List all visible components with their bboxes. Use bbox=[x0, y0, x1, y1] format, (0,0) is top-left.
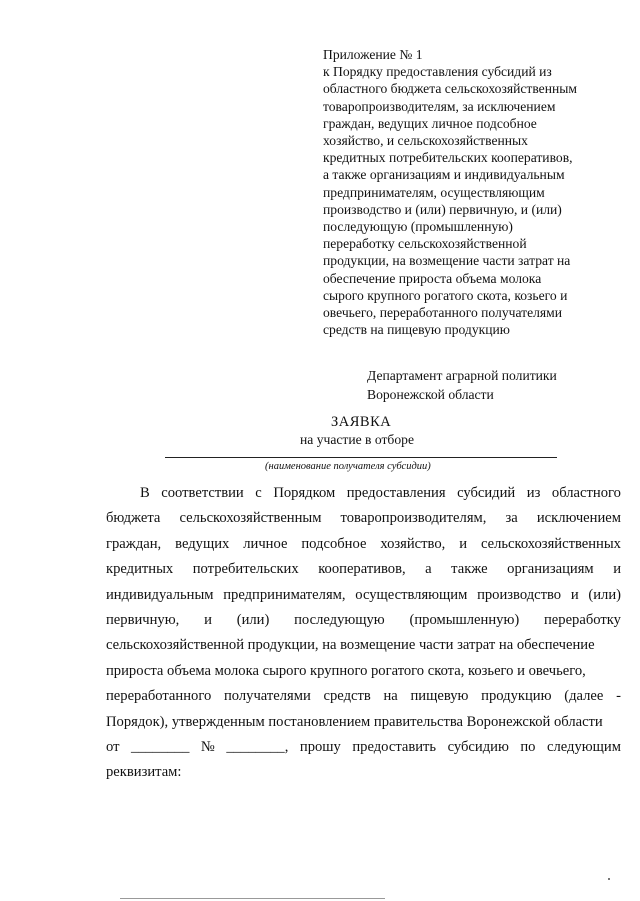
body-word: получателями bbox=[223, 688, 311, 705]
body-word: ________ bbox=[131, 738, 190, 755]
body-word: последующую bbox=[294, 611, 385, 628]
document-title: ЗАЯВКА bbox=[331, 414, 392, 430]
body-word: субсидию bbox=[447, 738, 509, 755]
body-word: кооперативов, bbox=[318, 561, 406, 578]
body-word: и bbox=[459, 535, 468, 552]
addressee-block bbox=[367, 366, 627, 404]
body-word: граждан, bbox=[106, 535, 162, 552]
body-word: на bbox=[383, 688, 398, 705]
body-line bbox=[106, 735, 621, 760]
body-word: бюджета bbox=[106, 510, 161, 527]
body-word: прошу bbox=[299, 738, 341, 755]
body-word: (промышленную) bbox=[409, 611, 520, 628]
body-line bbox=[106, 532, 621, 557]
body-word: и bbox=[570, 586, 579, 603]
document-subtitle: на участие в отборе bbox=[300, 432, 414, 447]
body-line bbox=[106, 710, 621, 735]
body-line bbox=[106, 684, 621, 709]
body-word: хозяйство, bbox=[380, 535, 446, 552]
appendix-line: граждан, ведущих личное подсобное bbox=[323, 115, 537, 131]
body-word: из bbox=[526, 485, 541, 501]
body-word: осуществляющим bbox=[355, 586, 468, 603]
body-word: сельскохозяйственных bbox=[480, 535, 621, 552]
body-word: средств bbox=[323, 688, 371, 705]
appendix-line: последующую (промышленную) bbox=[323, 219, 513, 235]
body-word: и bbox=[613, 561, 621, 578]
body-word: сельскохозяйственной продукции, на возмещение части затрат на обеспечение bbox=[106, 637, 595, 654]
recipient-caption: (наименование получателя субсидии) bbox=[265, 461, 431, 472]
body-word: товаропроизводителям, bbox=[340, 510, 487, 527]
appendix-line: переработку сельскохозяйственной bbox=[323, 236, 527, 252]
addressee-region: Воронежской области bbox=[367, 387, 494, 402]
appendix-header bbox=[323, 46, 623, 338]
body-word: Порядок), утвержденным постановлением правительства Воронежской области bbox=[106, 713, 603, 730]
body-word: пищевую bbox=[410, 688, 469, 705]
page-bottom-line bbox=[120, 898, 385, 899]
appendix-line: производство и (или) первичную, и (или) bbox=[323, 201, 562, 217]
body-word: предоставления bbox=[346, 485, 446, 501]
recipient-name-line bbox=[165, 457, 557, 458]
body-word: прироста объема молока сырого крупного рогатого скота, козьего и овечьего, bbox=[106, 662, 586, 679]
body-line bbox=[106, 506, 621, 531]
body-word: организациям bbox=[507, 561, 594, 578]
body-line bbox=[106, 659, 621, 684]
body-word: сельскохозяйственным bbox=[179, 510, 322, 527]
appendix-line: предпринимателям, осуществляющим bbox=[323, 184, 545, 200]
body-word: производство bbox=[477, 586, 562, 603]
appendix-line: продукции, на возмещение части затрат на bbox=[323, 253, 571, 269]
body-word: а bbox=[425, 561, 432, 578]
body-word: субсидий bbox=[457, 485, 516, 501]
appendix-line: обеспечение прироста объема молока bbox=[323, 270, 542, 286]
body-word: соответствии bbox=[161, 485, 244, 501]
body-word: потребительских bbox=[192, 561, 299, 578]
appendix-line: хозяйство, и сельскохозяйственных bbox=[323, 133, 528, 149]
body-word: ________, bbox=[226, 738, 289, 755]
body-word: также bbox=[451, 561, 488, 578]
body-word: первичную, bbox=[106, 611, 180, 628]
appendix-line: сырого крупного рогатого скота, козьего и bbox=[323, 287, 568, 303]
scan-speck bbox=[608, 878, 610, 880]
appendix-line: к Порядку предоставления субсидий из bbox=[323, 64, 552, 80]
body-word: переработку bbox=[544, 611, 621, 628]
body-word: индивидуальным bbox=[106, 586, 214, 603]
appendix-line: кредитных потребительских кооперативов, bbox=[323, 150, 573, 166]
body-word: предоставить bbox=[352, 738, 437, 755]
body-word: реквизитам: bbox=[106, 764, 182, 781]
body-word: продукцию bbox=[481, 688, 552, 705]
body-word: личное bbox=[243, 535, 288, 552]
body-word: (или) bbox=[588, 586, 621, 603]
body-word: исключением bbox=[536, 510, 621, 527]
body-word: по bbox=[520, 738, 536, 755]
appendix-line: средств на пищевую продукцию bbox=[323, 322, 510, 338]
body-line bbox=[106, 481, 621, 506]
body-word: кредитных bbox=[106, 561, 174, 578]
body-word: переработанного bbox=[106, 688, 212, 705]
body-word: предпринимателям, bbox=[223, 586, 346, 603]
appendix-line: областного бюджета сельскохозяйственным bbox=[323, 81, 577, 97]
addressee-name: Департамент аграрной политики bbox=[367, 368, 557, 383]
body-word: (далее bbox=[564, 688, 604, 705]
body-word: подсобное bbox=[301, 535, 367, 552]
body-line bbox=[106, 608, 621, 633]
body-word: № bbox=[200, 738, 215, 755]
body-word: - bbox=[616, 688, 621, 705]
application-body bbox=[106, 481, 621, 786]
appendix-line: овечьего, переработанного получателями bbox=[323, 305, 563, 321]
appendix-line: Приложение № 1 bbox=[323, 47, 423, 62]
appendix-line: а также организациям и индивидуальным bbox=[323, 167, 565, 183]
body-line bbox=[106, 557, 621, 582]
body-line bbox=[106, 760, 621, 785]
body-word: В bbox=[140, 485, 150, 501]
body-word: следующим bbox=[547, 738, 621, 755]
body-line bbox=[106, 633, 621, 658]
body-word: и bbox=[204, 611, 212, 628]
body-word: ведущих bbox=[175, 535, 230, 552]
body-word: за bbox=[505, 510, 518, 527]
body-word: от bbox=[106, 738, 120, 755]
document-heading bbox=[0, 413, 640, 449]
body-word: областного bbox=[551, 485, 621, 501]
appendix-line: товаропроизводителям, за исключением bbox=[323, 98, 556, 114]
body-line bbox=[106, 583, 621, 608]
body-word: Порядком bbox=[273, 485, 336, 501]
body-word: (или) bbox=[236, 611, 270, 628]
body-word: с bbox=[255, 485, 262, 501]
